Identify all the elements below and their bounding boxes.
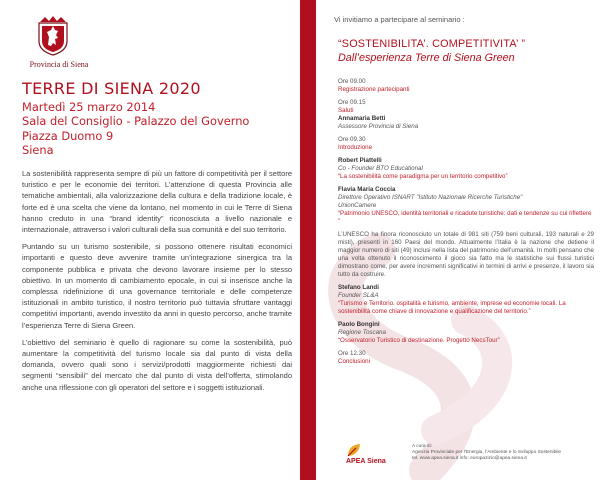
speaker-block — [338, 284, 594, 316]
schedule-item — [338, 78, 594, 94]
schedule-item — [338, 136, 594, 152]
credit-line: A cura di: — [412, 444, 432, 449]
intro-paragraph: Puntando su un turismo sostenibile, si possono ottenere risultati economici importanti e questo deve avvenire tramite un’integrazione sinergica tra la componente pubblica e privata che devono lavorare insieme per lo stesso obiettivo. In un momento di cambiamento epocale, in cui si inserisce anche la complessa ridefinizione di una governance territoriale e delle competenze istituzionali in ambito turistico, il nostro territorio può tuttavia sfruttare vantaggi competitivi importanti, avendo investito da anni in questo percorso, anche tramite l’esperienza Terre di Siena Green. — [22, 242, 292, 330]
schedule-label: Introduzione — [338, 144, 373, 151]
credit-line: tel. www.apea.siena.it info: europazizio@apea.siena.it — [412, 456, 527, 461]
schedule-label: Saluti — [338, 107, 354, 114]
event-venue: Sala del Consiglio - Palazzo del Governo — [22, 114, 250, 129]
apea-label: APEA Siena — [346, 458, 386, 465]
provincia-crest-icon — [36, 16, 70, 56]
talk-title: “Turismo e Territorio. ospitalità e turismo, ambiente, imprese ed economie locali. La sostenibilità come chiave di innovazione e qualificazione del territorio.” — [338, 300, 566, 315]
speaker-role: Co - Founder BTO Educational — [338, 165, 423, 172]
event-details — [22, 100, 292, 157]
speaker-role: Direttore Operativo ISNART "Istituto Nazionale Ricerche Turistiche" — [338, 194, 523, 201]
red-divider — [300, 0, 316, 480]
speaker-name: Annamaria Betti — [338, 115, 386, 122]
right-panel — [316, 0, 600, 480]
speaker-affiliation: UnionCamere — [338, 202, 377, 209]
talk-title: “La sostenibilità come paradigma per un territorio competitivo” — [338, 173, 508, 180]
seminar-title: “SOSTENIBILITA’. COMPETITIVITA’ ” — [338, 38, 526, 50]
intro-paragraph: La sostenibilità rappresenta sempre di più un fattore di competitività per il settore turistico e per le economie dei territori. L’attenzione di questa Provincia alle tematiche ambientali, alla valorizzazione della cultura e della tradizione locale, è forte ed è una scelta che viene da lontano, nel momento in cui le Terre di Siena hanno creduto in una “brand identity” riconosciuta a livello nazionale e internazionale, attraverso i valori culturali della sua comunità e del suo territorio. — [22, 169, 292, 235]
organizer-credits — [412, 444, 598, 462]
apea-leaf-icon — [346, 442, 362, 458]
speaker-name: Stefano Landi — [338, 284, 379, 291]
event-city: Siena — [22, 142, 54, 157]
credit-line: Agenzia Provinciale per l’Energia, l’Ambiente e lo Sviluppo Sostenibile — [412, 450, 562, 455]
schedule-time: Ore 09.15 — [338, 99, 366, 106]
province-name: Provincia di Siena — [29, 60, 89, 69]
speaker-name: Flavia Maria Coccia — [338, 186, 396, 193]
talk-title: “Patrimonio UNESCO, identità territoriali e ricadute turistiche: dati e tendenze su cui riflettere ” — [338, 210, 592, 225]
schedule-item — [338, 350, 594, 366]
invitation-line: Vi invitiamo a partecipare al seminario : — [334, 15, 465, 24]
speaker-block — [338, 321, 594, 345]
intro-paragraph: L’obiettivo del seminario è quello di ragionare su come la sostenibilità, può aumentare la competitività del turismo locale sia dal punto di vista della domanda, ovvero quali sono i servizi/prodotti maggiormente richiesti dai segmenti “sensibili” del mercato che dal punto di vista dell’offerta, stimolando anche una riflessione con gli operatori del settore e i soggetti istituzionali. — [22, 337, 292, 392]
speaker-role: Regione Toscana — [338, 329, 386, 336]
event-title: TERRE DI SIENA 2020 — [22, 79, 201, 98]
speaker-role: Founder SL&A — [338, 292, 379, 299]
unesco-paragraph: L’UNESCO ha finora riconosciuto un totale di 981 siti (759 beni culturali, 193 naturali e 29 misti), presenti in 160 Paesi del mondo. Attualmente l’Italia è la nazione che detiene il maggior numero di siti (49) inclusi nella lista del patrimonio dell’umanità. In molti pensano che una volta ottenuto il riconoscimento il gioco sia fatto ma le statistiche sui flussi turistici dimostrano come, per avere incrementi significativi in termini di arrivi e presenze, il lavoro sia tutto da costruire. — [338, 231, 594, 278]
event-street: Piazza Duomo 9 — [22, 128, 114, 143]
speaker-block — [338, 157, 594, 181]
speaker-name: Robert Piattelli — [338, 157, 382, 164]
talk-title: “Osservatorio Turistico di destinazione. Progetto NecsTour” — [338, 337, 500, 344]
schedule-label: Conclusioni — [338, 358, 370, 365]
speaker-block — [338, 186, 594, 226]
schedule-time: Ore 09.00 — [338, 78, 366, 85]
seminar-subtitle: Dall’esperienza Terre di Siena Green — [338, 52, 515, 64]
program-schedule — [338, 78, 594, 371]
intro-text — [22, 168, 292, 399]
schedule-time: Ore 12.30 — [338, 350, 366, 357]
speaker-name: Paolo Bongini — [338, 321, 380, 328]
schedule-item — [338, 99, 594, 131]
speaker-role: Assessore Provincia di Siena — [338, 123, 419, 130]
schedule-time: Ore 09.30 — [338, 136, 366, 143]
event-date: Martedì 25 marzo 2014 — [22, 100, 156, 114]
schedule-label: Registrazione partecipanti — [338, 86, 410, 93]
